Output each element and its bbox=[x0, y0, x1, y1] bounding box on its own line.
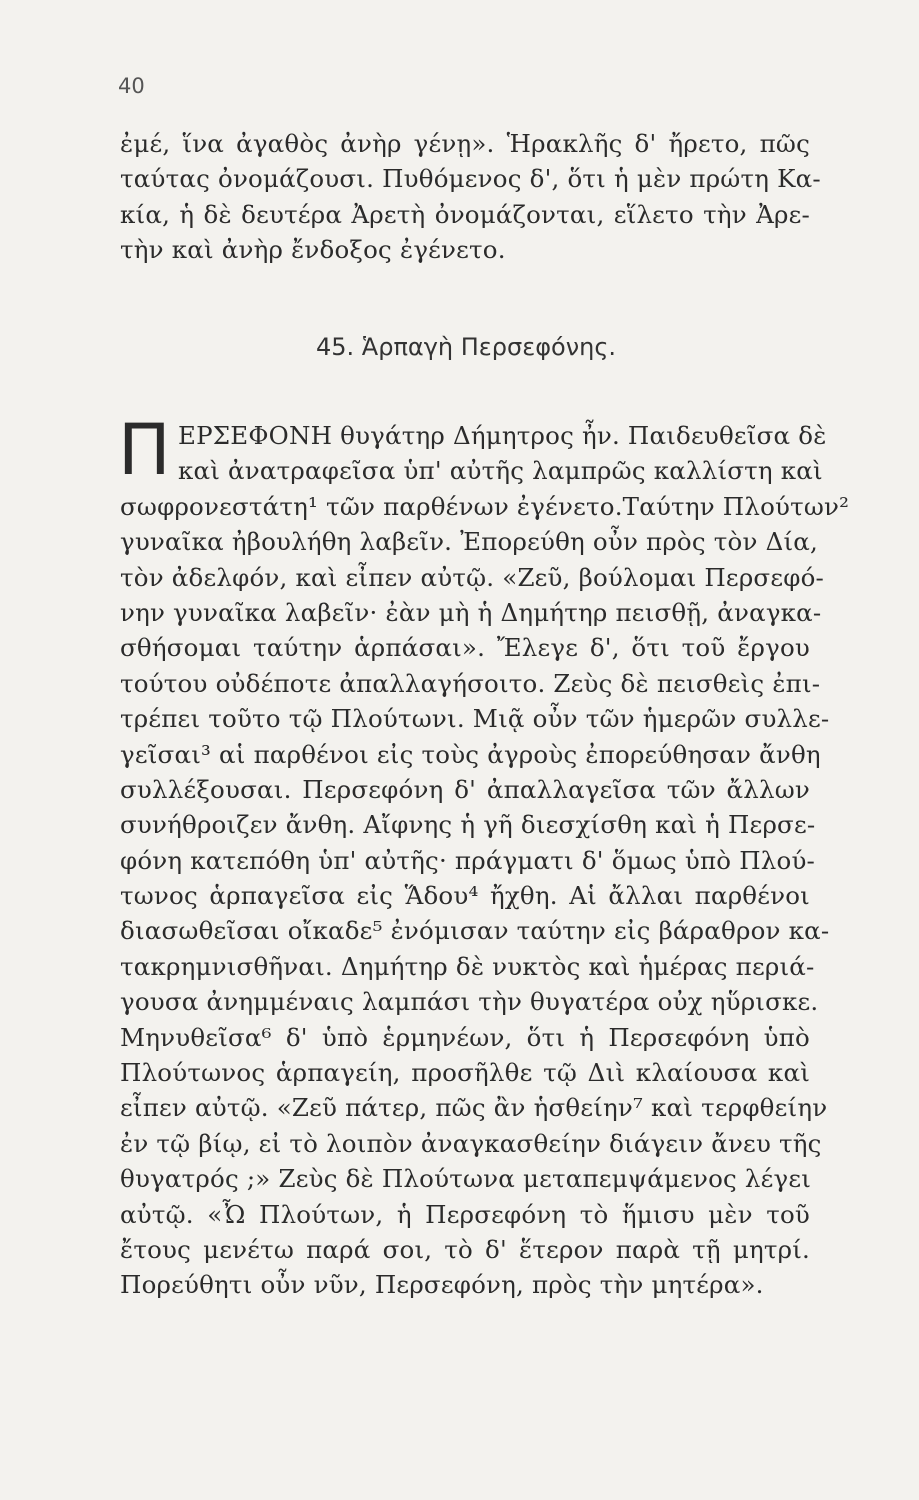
text-line: σωφρονεστάτη¹ τῶν παρθένων ἐγένετο.Ταύτην Πλούτων² bbox=[120, 491, 850, 521]
text-line: τακρημνισθῆναι. Δημήτηρ δὲ νυκτὸς καὶ ἡμέρας περιά- bbox=[120, 951, 815, 981]
text-line: συνήθροιζεν ἄνθη. Αἴφνης ἡ γῆ διεσχίσθη καὶ ἡ Περσε- bbox=[120, 810, 816, 840]
text-line: τὴν καὶ ἀνὴρ ἔνδοξος ἐγένετο. bbox=[120, 235, 506, 265]
text-line: Μηνυθεῖσα⁶ δ' ὑπὸ ἑρμηνέων, ὅτι ἡ Περσεφόνη ὑπὸ bbox=[120, 1022, 810, 1052]
text-line: νην γυναῖκα λαβεῖν· ἐὰν μὴ ἡ Δημήτηρ πεισθῇ, ἀναγκα- bbox=[120, 597, 822, 627]
text-line: Πλούτωνος ἁρπαγείη, προσῆλθε τῷ Διὶ κλαίουσα καὶ bbox=[120, 1058, 810, 1088]
text-line: συλλέξουσαι. Περσεφόνη δ' ἀπαλλαγεῖσα τῶν ἄλλων bbox=[120, 774, 810, 804]
text-line: κία, ἡ δὲ δευτέρα Ἀρετὴ ὀνομάζονται, εἵλετο τὴν Ἀρε- bbox=[120, 199, 810, 229]
text-line: γεῖσαι³ αἱ παρθένοι εἰς τοὺς ἀγροὺς ἐπορεύθησαν ἄνθη bbox=[120, 739, 821, 769]
drop-cap: Π bbox=[118, 409, 171, 491]
story-paragraph bbox=[120, 418, 850, 1303]
text-line: διασωθεῖσαι οἴκαδε⁵ ἐνόμισαν ταύτην εἰς βάραθρον κα- bbox=[120, 916, 830, 946]
text-line: γουσα ἀνημμέναις λαμπάσι τὴν θυγατέρα οὐχ ηὕρισκε. bbox=[120, 987, 819, 1017]
text-line: ἐν τῷ βίῳ, εἰ τὸ λοιπὸν ἀναγκασθείην διάγειν ἄνευ τῆς bbox=[120, 1128, 822, 1158]
text-line: τρέπει τοῦτο τῷ Πλούτωνι. Μιᾷ οὖν τῶν ἡμερῶν συλλε- bbox=[120, 704, 830, 734]
text-line: ΕΡΣΕΦΟΝΗ θυγάτηρ Δήμητρος ἦν. Παιδευθεῖσα δὲ bbox=[178, 421, 827, 450]
text-line: καὶ ἀνατραφεῖσα ὑπ' αὐτῆς λαμπρῶς καλλίστη καὶ bbox=[178, 456, 823, 486]
section-heading: 45. Ἁρπαγὴ Περσεφόνης. bbox=[316, 333, 617, 361]
intro-paragraph bbox=[120, 126, 821, 268]
text-line: ἔτους μενέτω παρά σοι, τὸ δ' ἕτερον παρὰ τῇ μητρί. bbox=[120, 1234, 810, 1264]
text-line: Πορεύθητι οὖν νῦν, Περσεφόνη, πρὸς τὴν μητέρα». bbox=[120, 1270, 764, 1300]
text-line: θυγατρός ;» Ζεὺς δὲ Πλούτωνα μεταπεμψάμενος λέγει bbox=[120, 1164, 812, 1194]
text-line: εἶπεν αὐτῷ. «Ζεῦ πάτερ, πῶς ἂν ἡσθείην⁷ καὶ τερφθείην bbox=[120, 1093, 828, 1123]
page-number: 40 bbox=[118, 74, 145, 98]
text-line: τούτου οὐδέποτε ἀπαλλαγήσοιτο. Ζεὺς δὲ πεισθεὶς ἐπι- bbox=[120, 668, 821, 698]
text-line: τὸν ἀδελφόν, καὶ εἶπεν αὐτῷ. «Ζεῦ, βούλομαι Περσεφό- bbox=[120, 562, 825, 592]
text-line: αὐτῷ. «Ὦ Πλούτων, ἡ Περσεφόνη τὸ ἥμισυ μὲν τοῦ bbox=[120, 1199, 810, 1229]
text-line: φόνη κατεπόθη ὑπ' αὐτῆς· πράγματι δ' ὅμως ὑπὸ Πλού- bbox=[120, 845, 816, 875]
text-line: ἐμέ, ἵνα ἀγαθὸς ἀνὴρ γένῃ». Ἡρακλῆς δ' ἤρετο, πῶς bbox=[120, 129, 810, 158]
text-line: ταύτας ὀνομάζουσι. Πυθόμενος δ', ὅτι ἡ μὲν πρώτη Κα- bbox=[120, 164, 821, 194]
text-line: σθήσομαι ταύτην ἁρπάσαι». Ἔλεγε δ', ὅτι τοῦ ἔργου bbox=[120, 633, 810, 663]
text-line: γυναῖκα ἠβουλήθη λαβεῖν. Ἐπορεύθη οὖν πρὸς τὸν Δία, bbox=[120, 527, 819, 557]
text-line: τωνος ἁρπαγεῖσα εἰς Ἅδου⁴ ἤχθη. Αἱ ἄλλαι παρθένοι bbox=[120, 881, 810, 911]
